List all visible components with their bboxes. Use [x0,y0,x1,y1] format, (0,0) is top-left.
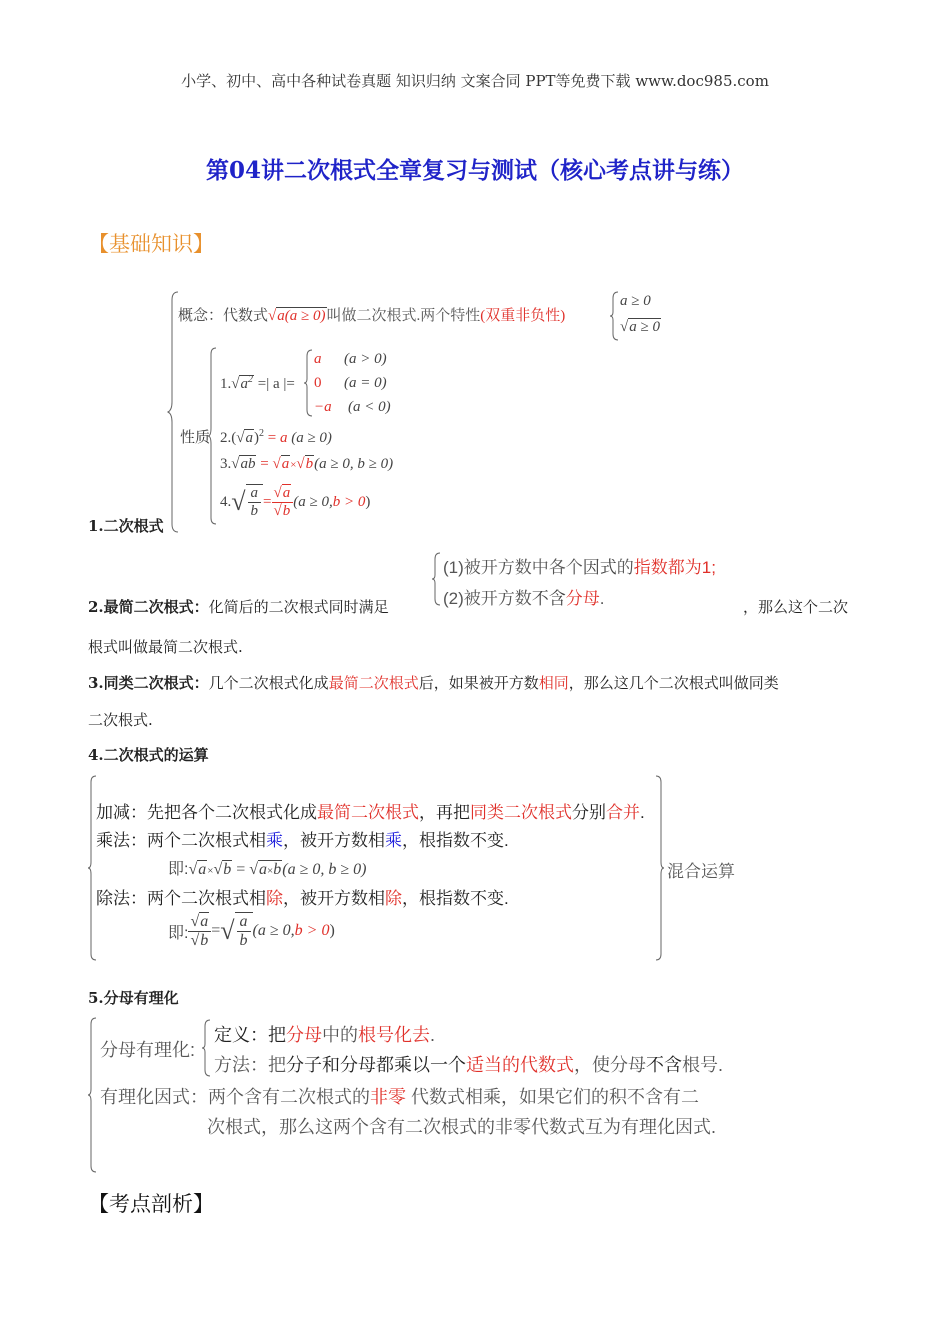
operations-right-brace [656,776,666,960]
multiply-example: 即:√a×√b = √a×b(a ≥ 0, b ≥ 0) [168,861,367,878]
concept-post: 叫做二次根式.两个特性 [326,308,481,324]
case-3: −a (a < 0) [314,399,391,415]
page-header: 小学、初中、高中各种试卷真题 知识归纳 文案合同 PPT等免费下载 www.doc985.com [181,72,769,90]
concept-label: 概念： [178,307,224,324]
rationalize-inner-brace [202,1020,212,1076]
multiply-rule: 乘法：两个二次根式相乘，被开方数相乘，根指数不变. [96,831,509,850]
concept-pre: 代数式 [223,307,269,324]
section1-heading: 1.二次根式 [88,517,164,535]
simplest-condition-2: (2)被开方数不含分母. [443,589,605,608]
section2-line1-end: ，那么这个二次 [743,598,849,616]
basic-knowledge-heading: 【基础知识】 [88,232,214,256]
concept-line [178,304,565,325]
simplest-brace [432,553,442,605]
property-3: 3.√ab = √a×√b(a ≥ 0, b ≥ 0) [220,456,394,472]
section4-heading: 4.二次根式的运算 [88,746,209,764]
rationalize-label: 分母有理化: [100,1040,196,1060]
concept-expr: a(a ≥ 0) [277,308,326,324]
section2-line2: 根式叫做最简二次根式. [88,638,243,656]
dual-nonneg: 双重非负性 [485,307,561,324]
divide-example: 即: $\frac{√a}{√b}$ = √ a b (a ≥ 0, b > 0 ) [168,912,335,949]
section2-line1: 2.最简二次根式：化简后的二次根式同时满足 [88,598,389,616]
property-4: 4. √ $\frac{a}{b}$ = $\frac{√a}{√b}$ (a ≥ 0, b > 0 ) [220,484,371,519]
property-label: 性质 [180,429,211,446]
rationalize-outer-brace [88,1018,98,1172]
rationalize-method: 方法：把分子和分母都乘以一个适当的代数式，使分母不含根号. [214,1055,724,1075]
case-1: a (a > 0) [314,351,387,367]
property-2: $2.(√a)^2 = a$ (a ≥ 0) [220,428,332,446]
divide-rule: 除法：两个二次根式相除，被开方数相除，根指数不变. [96,889,509,908]
add-sub-rule: 加减：先把各个二次根式化成最简二次根式，再把同类二次根式分别合并. [96,803,645,822]
page-title: 第04讲二次根式全章复习与测试（核心考点讲与练） [205,157,744,184]
case-2: 0 (a = 0) [314,375,387,391]
dual-close: ) [560,308,566,324]
condition-2: √a ≥ 0 [620,319,660,335]
section1-outer-brace [168,292,182,532]
dual-open: ( [480,308,486,324]
rationalize-definition: 定义：把分母中的根号化去. [214,1025,436,1045]
mixed-operations-label: 混合运算 [667,862,735,881]
radical-sign: √ [268,308,277,324]
section3-line2: 二次根式. [88,711,153,729]
rationalizing-factor-line2: 次根式，那么这两个含有二次根式的非零代数式互为有理化因式. [207,1117,716,1137]
property-1: $1.√a^2$ =| a |= [220,374,295,392]
simplest-condition-1: (1)被开方数中各个因式的指数都为1; [443,558,716,577]
section3-line1: 3.同类二次根式：几个二次根式化成最简二次根式后，如果被开方数相同，那么这几个二次根式叫做同类 [88,674,779,692]
rationalizing-factor-line1: 有理化因式：两个含有二次根式的非零 代数式相乘，如果它们的积不含有二 [100,1087,699,1107]
section5-heading: 5.分母有理化 [88,989,179,1007]
condition-brace [610,292,620,340]
condition-1: a ≥ 0 [620,293,651,309]
analysis-heading: 【考点剖析】 [88,1192,214,1216]
cases-brace [304,350,314,416]
